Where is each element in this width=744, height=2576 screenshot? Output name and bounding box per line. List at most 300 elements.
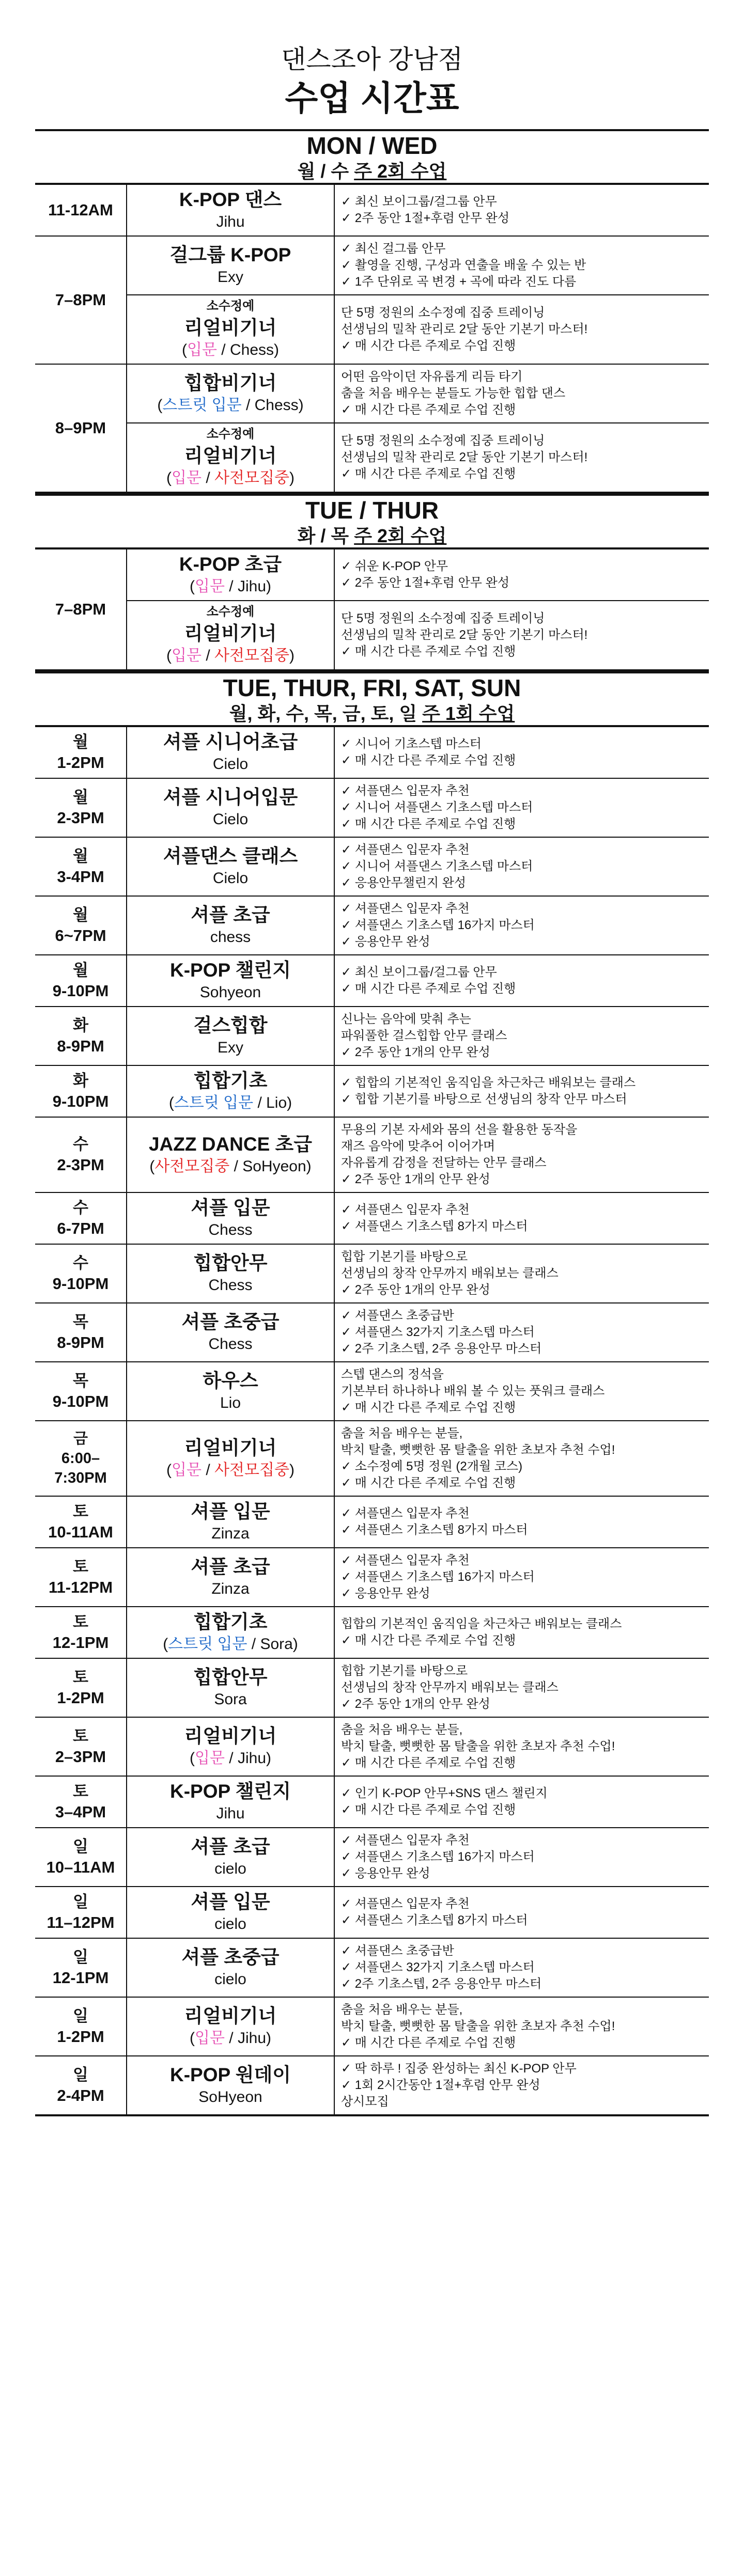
class-teacher: chess [210, 929, 251, 946]
description-line: ✓ 2주 동안 1개의 안무 완성 [341, 1283, 490, 1297]
class-name: 리얼비기너 [184, 2005, 277, 2027]
class-list [127, 1193, 709, 1244]
class-teacher: (사전모집중 / SoHyeon) [149, 1158, 312, 1175]
description-line: 어떤 음악이던 자유롭게 리듬 타기 [341, 370, 523, 384]
class-description [335, 1421, 709, 1496]
level-label: 입문 [195, 1750, 225, 1767]
description-line: 파워풀한 걸스힙합 안무 클래스 [341, 1029, 507, 1043]
class-info [127, 1887, 335, 1938]
class-time: 일 10–11AM [35, 1828, 127, 1886]
class-info [127, 1718, 335, 1776]
section-frequency: 주 1회 수업 [422, 703, 515, 724]
class-list [127, 1421, 709, 1496]
description-line: ✓ 매 시간 다른 주제로 수업 진행 [341, 1803, 516, 1817]
schedule-row [35, 1828, 709, 1887]
class-name: K-POP 초급 [179, 554, 282, 575]
class-list [127, 1362, 709, 1420]
class-list [127, 1548, 709, 1606]
description-line: ✓ 2주 기초스텝, 2주 응용안무 마스터 [341, 1977, 542, 1991]
class-description [335, 838, 709, 896]
description-line: ✓ 1주 단위로 곡 변경 + 곡에 따라 진도 다름 [341, 275, 577, 289]
class-entry [127, 185, 709, 235]
class-list [127, 779, 709, 837]
class-description [335, 1303, 709, 1361]
level-label: 사전모집중 [154, 1158, 230, 1175]
description-line: ✓ 셔플댄스 기초스텝 8가지 마스터 [341, 1913, 528, 1927]
class-description [335, 295, 709, 364]
class-entry [127, 1998, 709, 2055]
class-info [127, 1362, 335, 1420]
description-line: ✓ 최신 걸그룹 안무 [341, 242, 446, 256]
class-list [127, 1497, 709, 1547]
section-days-prefix: 월 / 수 [297, 161, 354, 182]
class-time: 토 10-11AM [35, 1497, 127, 1547]
section-days-prefix: 화 / 목 [297, 525, 354, 546]
class-entry [127, 1303, 709, 1361]
class-entry [127, 1362, 709, 1420]
class-time: 화 9-10PM [35, 1066, 127, 1117]
schedule-row [35, 1362, 709, 1421]
class-entry [127, 779, 709, 837]
level-label: 입문 [195, 2030, 225, 2047]
class-entry [127, 1939, 709, 1997]
class-info [127, 1245, 335, 1302]
class-entry [127, 423, 709, 492]
page-title: 수업 시간표 [285, 79, 459, 117]
description-line: ✓ 셔플댄스 초중급반 [341, 1944, 454, 1958]
class-name: 힙합안무 [193, 1252, 268, 1274]
class-info [127, 1303, 335, 1361]
description-line: 춤을 처음 배우는 분들, [341, 2003, 463, 2017]
class-time: 월 2-3PM [35, 779, 127, 837]
class-info [127, 549, 335, 600]
description-line: ✓ 셔플댄스 32가지 기초스텝 마스터 [341, 1960, 535, 1974]
description-line: 박치 탈출, 뻣뻣한 몸 탈출을 위한 초보자 추천 수업! [341, 2019, 615, 2033]
class-info [127, 1659, 335, 1717]
description-line: ✓ 셔플댄스 32가지 기초스텝 마스터 [341, 1325, 535, 1339]
class-info [127, 1998, 335, 2055]
schedule-row [35, 1303, 709, 1362]
description-line: ✓ 셔플댄스 기초스텝 8가지 마스터 [341, 1219, 528, 1233]
level-label: 스트릿 입문 [162, 397, 242, 414]
class-info [127, 295, 335, 364]
class-name: K-POP 챌린지 [169, 1781, 291, 1802]
description-line: ✓ 1회 2시간동안 1절+후렴 안무 완성 [341, 2078, 540, 2092]
class-list [127, 1607, 709, 1658]
class-info [127, 1548, 335, 1606]
description-line: ✓ 최신 보이그룹/걸그룹 안무 [341, 195, 497, 209]
class-entry [127, 1118, 709, 1192]
schedule-row [35, 1887, 709, 1939]
description-line: ✓ 2주 동안 1개의 안무 완성 [341, 1172, 490, 1186]
description-line: ✓ 응용안무 완성 [341, 1866, 430, 1880]
schedule-row [35, 779, 709, 838]
class-name: 힙합안무 [193, 1667, 268, 1688]
class-description [335, 237, 709, 294]
description-line: 박치 탈출, 뻣뻣한 몸 탈출을 위한 초보자 추천 수업! [341, 1443, 615, 1457]
section-header [35, 671, 709, 727]
class-name: 걸스힙합 [193, 1015, 268, 1036]
description-line: ✓ 시니어 기초스텝 마스터 [341, 737, 482, 751]
class-info [127, 365, 335, 422]
description-line: ✓ 2주 기초스텝, 2주 응용안무 마스터 [341, 1342, 542, 1356]
class-entry [127, 295, 709, 364]
schedule-row [35, 897, 709, 955]
level-label: 입문 [172, 1462, 202, 1479]
description-line: 선생님의 밀착 관리로 2달 동안 기본기 마스터! [341, 450, 588, 464]
description-line: ✓ 소수정예 5명 정원 (2개월 코스) [341, 1459, 523, 1473]
class-time: 월 9-10PM [35, 955, 127, 1006]
description-line: 단 5명 정원의 소수정예 집중 트레이닝 [341, 434, 545, 448]
class-time: 11-12AM [35, 185, 127, 235]
class-list [127, 897, 709, 954]
description-line: 단 5명 정원의 소수정예 집중 트레이닝 [341, 306, 545, 320]
class-info [127, 1193, 335, 1244]
schedule-row [35, 1777, 709, 1828]
class-time: 월 6~7PM [35, 897, 127, 954]
class-time: 토 12-1PM [35, 1607, 127, 1658]
class-time: 화 8-9PM [35, 1007, 127, 1065]
description-line: ✓ 시니어 셔플댄스 기초스텝 마스터 [341, 800, 533, 814]
class-name: K-POP 챌린지 [169, 960, 291, 981]
class-name: K-POP 원데이 [169, 2064, 291, 2085]
class-list [127, 1828, 709, 1886]
section-days [35, 525, 709, 547]
class-info [127, 779, 335, 837]
description-line: 단 5명 정원의 소수정예 집중 트레이닝 [341, 611, 545, 625]
class-entry [127, 1193, 709, 1244]
description-line: ✓ 매 시간 다른 주제로 수업 진행 [341, 467, 516, 481]
class-description [335, 1362, 709, 1420]
class-teacher: (입문 / 사전모집중) [166, 1462, 295, 1479]
class-description [335, 1118, 709, 1192]
class-time: 수 6-7PM [35, 1193, 127, 1244]
class-description [335, 1193, 709, 1244]
description-line: ✓ 힙합 기본기를 바탕으로 선생님의 창작 안무 마스터 [341, 1092, 627, 1106]
class-list [127, 1659, 709, 1717]
class-description [335, 1998, 709, 2055]
schedule-row [35, 237, 709, 365]
class-info [127, 1066, 335, 1117]
class-description [335, 897, 709, 954]
description-line: ✓ 매 시간 다른 주제로 수업 진행 [341, 1756, 516, 1770]
class-teacher: cielo [214, 1915, 246, 1933]
class-info [127, 1497, 335, 1547]
class-tag: 소수정예 [206, 605, 255, 619]
class-entry [127, 1066, 709, 1117]
class-teacher: Jihu [216, 1805, 245, 1822]
class-time: 토 2–3PM [35, 1718, 127, 1776]
section-title: MON / WED [306, 132, 438, 159]
class-list [127, 1998, 709, 2055]
class-teacher: (스트릿 입문 / Lio) [168, 1094, 292, 1111]
class-list [127, 1245, 709, 1302]
class-name: 리얼비기너 [184, 317, 277, 338]
description-line: ✓ 최신 보이그룹/걸그룹 안무 [341, 965, 497, 979]
description-line: 무용의 기본 자세와 몸의 선을 활용한 동작을 [341, 1123, 578, 1137]
class-entry [127, 549, 709, 601]
class-description [335, 365, 709, 422]
class-entry [127, 1548, 709, 1606]
description-line: ✓ 딱 하루 ! 집중 완성하는 최신 K-POP 안무 [341, 2062, 577, 2076]
schedule-row [35, 1421, 709, 1497]
description-line: ✓ 셔플댄스 입문자 추천 [341, 1833, 470, 1847]
schedule-row [35, 2056, 709, 2116]
class-entry [127, 365, 709, 423]
class-info [127, 727, 335, 778]
class-info [127, 1828, 335, 1886]
class-entry [127, 1659, 709, 1717]
class-list [127, 838, 709, 896]
class-time: 8–9PM [35, 365, 127, 492]
class-info [127, 423, 335, 492]
schedule-row [35, 1659, 709, 1718]
class-name: JAZZ DANCE 초급 [148, 1134, 313, 1155]
description-line: ✓ 셔플댄스 기초스텝 16가지 마스터 [341, 1570, 535, 1584]
class-description [335, 1718, 709, 1776]
level-label: 사전모집중 [214, 647, 289, 664]
description-line: 선생님의 밀착 관리로 2달 동안 기본기 마스터! [341, 322, 588, 336]
class-entry [127, 237, 709, 295]
class-time: 월 3-4PM [35, 838, 127, 896]
class-time: 토 1-2PM [35, 1659, 127, 1717]
schedule-row [35, 549, 709, 671]
class-description [335, 1607, 709, 1658]
class-time: 일 11–12PM [35, 1887, 127, 1938]
class-time: 수 9-10PM [35, 1245, 127, 1302]
class-name: 힙합비기너 [184, 372, 277, 394]
page-header [35, 0, 709, 129]
class-description [335, 1007, 709, 1065]
class-time: 금 6:00– 7:30PM [35, 1421, 127, 1496]
description-line: 춤을 처음 배우는 분들도 가능한 힙합 댄스 [341, 386, 566, 400]
class-description [335, 1777, 709, 1827]
class-teacher: (입문 / 사전모집중) [166, 469, 295, 486]
level-label: 스트릿 입문 [168, 1636, 247, 1653]
description-line: ✓ 쉬운 K-POP 안무 [341, 559, 448, 573]
class-description [335, 2056, 709, 2114]
description-line: ✓ 매 시간 다른 주제로 수업 진행 [341, 982, 516, 996]
description-line: ✓ 힙합의 기본적인 움직임을 차근차근 배워보는 클래스 [341, 1076, 636, 1090]
class-teacher: Exy [217, 1039, 243, 1056]
class-name: 셔플 초급 [191, 904, 270, 925]
description-line: 자유롭게 감정을 전달하는 안무 클래스 [341, 1156, 547, 1170]
class-teacher: cielo [214, 1971, 246, 1988]
class-entry [127, 955, 709, 1006]
class-tag: 소수정예 [206, 299, 255, 313]
section-frequency: 주 2회 수업 [354, 525, 447, 546]
description-line: ✓ 매 시간 다른 주제로 수업 진행 [341, 817, 516, 831]
class-name: 셔플 입문 [191, 1501, 270, 1522]
class-entry [127, 897, 709, 954]
description-line: ✓ 매 시간 다른 주제로 수업 진행 [341, 1401, 516, 1415]
description-line: ✓ 셔플댄스 입문자 추천 [341, 902, 470, 916]
schedule-row [35, 1718, 709, 1777]
class-teacher: Jihu [216, 213, 245, 230]
class-entry [127, 1245, 709, 1302]
section-header [35, 494, 709, 549]
description-line: ✓ 인기 K-POP 안무+SNS 댄스 챌린지 [341, 1786, 548, 1800]
class-description [335, 1245, 709, 1302]
class-time: 7–8PM [35, 549, 127, 669]
description-line: ✓ 응용안무 완성 [341, 935, 430, 949]
description-line: 박치 탈출, 뻣뻣한 몸 탈출을 위한 초보자 추천 수업! [341, 1739, 615, 1753]
class-teacher: Zinza [211, 1580, 250, 1597]
description-line: ✓ 응용안무챌린지 완성 [341, 876, 467, 890]
class-info [127, 237, 335, 294]
description-line: ✓ 셔플댄스 입문자 추천 [341, 1897, 470, 1911]
class-description [335, 601, 709, 669]
description-line: ✓ 매 시간 다른 주제로 수업 진행 [341, 2036, 516, 2050]
class-info [127, 185, 335, 235]
class-teacher: (입문 / 사전모집중) [166, 647, 295, 664]
description-line: ✓ 응용안무 완성 [341, 1587, 430, 1600]
class-teacher: Zinza [211, 1525, 250, 1542]
description-line: ✓ 촬영을 진행, 구성과 연출을 배울 수 있는 반 [341, 258, 586, 272]
class-time: 목 8-9PM [35, 1303, 127, 1361]
class-description [335, 727, 709, 778]
class-name: 셔플 시니어초급 [163, 731, 298, 752]
description-line: ✓ 셔플댄스 기초스텝 16가지 마스터 [341, 918, 535, 932]
class-teacher: (스트릿 입문 / Chess) [157, 397, 304, 414]
class-info [127, 955, 335, 1006]
description-line: 선생님의 창작 안무까지 배워보는 클래스 [341, 1680, 559, 1694]
class-teacher: Sohyeon [199, 984, 261, 1001]
class-name: K-POP 댄스 [179, 189, 282, 210]
class-name: 셔플 입문 [191, 1197, 270, 1218]
schedule-row [35, 1066, 709, 1118]
description-line: ✓ 셔플댄스 입문자 추천 [341, 1506, 470, 1520]
class-description [335, 549, 709, 600]
class-list [127, 955, 709, 1006]
class-entry [127, 1421, 709, 1496]
class-teacher: Lio [220, 1394, 241, 1411]
class-teacher: (입문 / Chess) [182, 341, 279, 358]
level-label: 스트릿 입문 [174, 1094, 254, 1111]
schedule-row [35, 727, 709, 779]
class-description [335, 779, 709, 837]
class-description [335, 423, 709, 492]
class-time: 목 9-10PM [35, 1362, 127, 1420]
class-list [127, 727, 709, 778]
description-line: ✓ 시니어 셔플댄스 기초스텝 마스터 [341, 859, 533, 873]
class-description [335, 1548, 709, 1606]
description-line: ✓ 셔플댄스 기초스텝 16가지 마스터 [341, 1850, 535, 1864]
class-entry [127, 1828, 709, 1886]
schedule-row [35, 1548, 709, 1607]
class-teacher: (스트릿 입문 / Sora) [163, 1636, 298, 1653]
class-description [335, 955, 709, 1006]
schedule-row [35, 1497, 709, 1548]
description-line: ✓ 2주 동안 1개의 안무 완성 [341, 1697, 490, 1711]
class-teacher: Chess [208, 1221, 253, 1238]
class-info [127, 1421, 335, 1496]
schedule-row [35, 365, 709, 494]
schedule-row [35, 838, 709, 897]
class-description [335, 185, 709, 235]
schedule-row [35, 1118, 709, 1193]
class-name: 셔플 초중급 [181, 1946, 280, 1968]
level-label: 입문 [172, 469, 202, 486]
class-entry [127, 1777, 709, 1827]
class-description [335, 1497, 709, 1547]
class-name: 리얼비기너 [184, 445, 277, 466]
class-name: 셔플 입문 [191, 1891, 270, 1912]
class-info [127, 1777, 335, 1827]
description-line: ✓ 셔플댄스 초중급반 [341, 1309, 454, 1323]
level-label: 입문 [172, 647, 202, 664]
class-entry [127, 1607, 709, 1658]
schedule-row [35, 955, 709, 1007]
class-list [127, 365, 709, 492]
class-name: 리얼비기너 [184, 1437, 277, 1458]
class-entry [127, 727, 709, 778]
description-line: ✓ 2주 동안 1개의 안무 완성 [341, 1045, 490, 1059]
description-line: 춤을 처음 배우는 분들, [341, 1426, 463, 1440]
section-frequency: 주 2회 수업 [354, 161, 447, 182]
class-name: 힙합기초 [193, 1611, 268, 1632]
class-teacher: Chess [208, 1277, 253, 1294]
class-teacher: (입문 / Jihu) [190, 2030, 271, 2047]
class-entry [127, 601, 709, 669]
level-label: 입문 [195, 578, 225, 595]
schedule-row [35, 1607, 709, 1659]
schedule-row [35, 1939, 709, 1998]
schedule-row [35, 1007, 709, 1066]
class-teacher: Cielo [212, 811, 249, 828]
description-line: 힙합 기본기를 바탕으로 [341, 1664, 468, 1678]
schedule-row [35, 1245, 709, 1303]
class-name: 셔플 시니어입문 [163, 787, 298, 808]
class-info [127, 601, 335, 669]
class-info [127, 1118, 335, 1192]
section-days-prefix: 월, 화, 수, 목, 금, 토, 일 [229, 703, 423, 724]
class-teacher: Exy [217, 269, 243, 286]
class-time: 7–8PM [35, 237, 127, 364]
class-name: 셔플댄스 클래스 [163, 845, 298, 867]
class-teacher: (입문 / Jihu) [190, 1750, 271, 1767]
class-entry [127, 1497, 709, 1547]
class-info [127, 1607, 335, 1658]
class-list [127, 1118, 709, 1192]
class-entry [127, 838, 709, 896]
studio-name: 댄스조아 강남점 [281, 45, 463, 74]
class-list [127, 2056, 709, 2114]
description-line: ✓ 셔플댄스 기초스텝 8가지 마스터 [341, 1523, 528, 1537]
class-teacher: cielo [214, 1860, 246, 1877]
class-description [335, 1887, 709, 1938]
class-time: 일 1-2PM [35, 1998, 127, 2055]
level-label: 입문 [187, 341, 217, 358]
class-description [335, 1659, 709, 1717]
description-line: 기본부터 하나하나 배워 볼 수 있는 풋워크 클래스 [341, 1384, 605, 1398]
class-description [335, 1828, 709, 1886]
description-line: 선생님의 밀착 관리로 2달 동안 기본기 마스터! [341, 628, 588, 642]
description-line: ✓ 셔플댄스 입문자 추천 [341, 1553, 470, 1567]
description-line: 춤을 처음 배우는 분들, [341, 1723, 463, 1737]
description-line: 선생님의 창작 안무까지 배워보는 클래스 [341, 1266, 559, 1280]
description-line: ✓ 2주 동안 1절+후렴 안무 완성 [341, 211, 509, 225]
class-list [127, 1887, 709, 1938]
section-title: TUE / THUR [305, 497, 439, 524]
class-name: 셔플 초중급 [181, 1311, 280, 1332]
section-days [35, 160, 709, 183]
description-line: 힙합의 기본적인 움직임을 차근차근 배워보는 클래스 [341, 1617, 622, 1631]
class-info [127, 1007, 335, 1065]
class-time: 월 1-2PM [35, 727, 127, 778]
class-teacher: (입문 / Jihu) [190, 578, 271, 595]
class-list [127, 185, 709, 235]
